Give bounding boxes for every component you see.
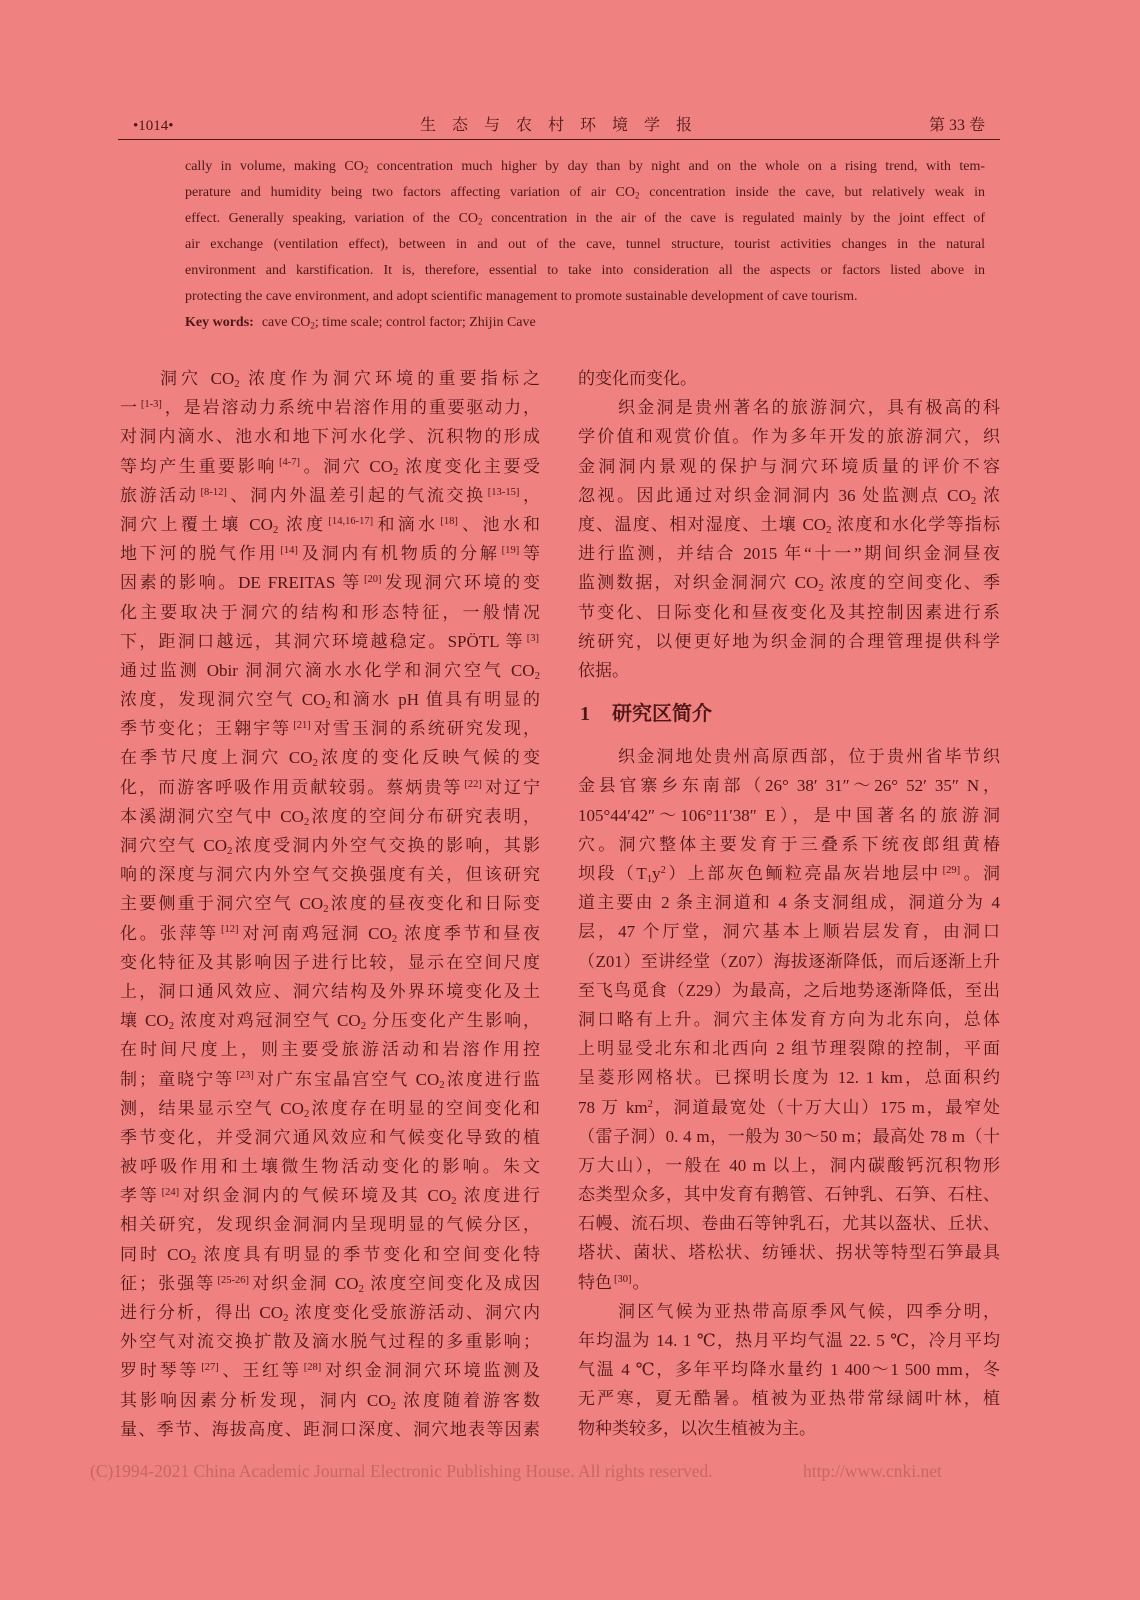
running-header [118,114,1000,138]
text-line [578,568,1000,597]
text-run: protecting the cave environment, and adopt scientific management to promote sustainable development of cave tourism. [185,289,858,304]
text-run: 特色 [578,1272,612,1292]
text-line [578,742,1000,771]
text-line [120,598,540,627]
text-run: concentration in the air of the cave is regulated mainly by the joint effect of [482,211,985,226]
section-heading [578,700,1000,729]
page-number: •1014• [133,118,174,134]
text-line [120,422,540,451]
text-run: 洞穴空气 CO [120,836,227,855]
keywords-line [185,310,985,336]
text-run: 等均产生重要影响 [120,456,277,476]
subscript: 2 [226,845,233,858]
text-line [578,510,1000,539]
text-line [120,1269,540,1298]
text-line [185,154,985,180]
text-line [120,1327,540,1356]
text-run: 和滴水 [374,514,439,534]
text-run: 被呼吸作用和土壤微生物活动变化的影响。朱文 [120,1157,540,1177]
text-line [120,1065,540,1094]
text-line [120,1035,540,1064]
text-line [120,1094,540,1123]
subscript: 2 [635,190,640,201]
text-run: 孝等 [120,1186,160,1206]
volume-label: 第 33 卷 [928,117,985,134]
right-column [578,364,1000,1443]
copyright-text: (C)1994-2021 China Academic Journal Electronic Publishing House. All rights reserved. [90,1461,713,1481]
text-line [578,1209,1000,1238]
text-line [120,1006,540,1035]
english-abstract-continuation [185,154,985,336]
subscript: 2 [190,1253,197,1266]
subscript: 1 [646,873,653,886]
text-run: 对辽宁 [482,777,541,797]
text-run: 的变化而变化。 [578,369,697,388]
text-line [120,860,540,889]
text-line [578,1122,1000,1151]
text-run: ）上部灰色鲕粒亮晶灰岩地层中 [665,864,941,883]
citation-ref: [28] [303,1362,322,1374]
text-run: 罗时琴等 [120,1361,200,1381]
text-run: 学价值和观赏价值。作为多年开发的旅游洞穴，织 [578,427,1000,447]
text-run: 化主要取决于洞穴的结构和形态特征，一般情况 [120,602,540,622]
text-run: concentration much higher by day than by night and on the whole on a rising trend, with tem- [368,159,985,174]
text-run: 浓度进行 [456,1186,541,1206]
citation-ref: [21] [293,720,311,732]
text-run: 织金洞是贵州著名的旅游洞穴，具有极高的科 [618,398,1000,418]
text-run: cally in volume, making CO [185,159,364,174]
text-run: （Z01）至讲经堂（Z07）海拔逐渐降低，而后逐渐上升 [578,951,1000,971]
text-line [578,830,1000,859]
text-run: 同时 CO [120,1244,191,1264]
text-run: 对洞内滴水、池水和地下河水化学、沉积物的形成 [120,427,540,447]
citation-ref: [14] [280,545,298,557]
text-line [578,656,1000,685]
text-run: 洞穴 CO [160,369,235,388]
superscript: 2 [647,1098,653,1110]
subscript: 2 [363,164,369,175]
section-number: 1 [580,703,590,726]
text-line [120,364,540,393]
text-run: 态类型众多，其中发育有鹅管、石钟乳、石笋、石柱、 [578,1185,1000,1205]
citation-ref: [14,16-17] [328,515,374,527]
text-run: 对织金洞 CO [250,1273,359,1293]
text-run: 进行监测，并结合 2015 年“十一”期间织金洞昼夜 [578,544,1000,564]
text-run: 、王红等 [219,1361,302,1381]
paragraph-continuation [578,364,1000,393]
text-line [185,258,985,284]
subscript: 2 [392,465,399,478]
citation-ref: [13-15] [487,486,520,498]
subscript: 2 [168,1020,175,1033]
text-line [578,452,1000,481]
text-line [120,539,540,568]
text-run: 浓度存在明显的空间变化和 [309,1098,540,1118]
text-run: 浓度变化受旅游活动、洞穴内 [288,1303,541,1322]
text-run: 本溪湖洞穴空气中 CO [120,806,304,826]
subscript: 2 [360,1020,367,1033]
text-run: 化，而游客呼吸作用贡献较弱。蔡炳贵等 [120,777,463,797]
text-line [120,773,540,802]
citation-ref: [29] [942,864,961,876]
text-run: 对雪玉洞的系统研究发现， [311,719,541,739]
text-line [578,917,1000,946]
text-run: 等 [520,544,541,564]
text-run: air exchange (ventilation effect), between in and out of the cave, tunnel structure, tourist activities changes in the natural [185,237,985,252]
citation-ref: [20] [363,574,382,586]
text-run: （雷子洞）0. 4 m，一般为 30～50 m；最高处 78 m（十 [578,1126,1000,1146]
text-run: 塔状、菌状、塔松状、纺锤状、拐状等特型石笋最具 [578,1243,1000,1263]
text-run: 节变化、日际变化和昼夜变化及其控制因素进行系 [578,602,1000,622]
text-line [578,1093,1000,1122]
text-run: 对广东宝晶宫空气 CO [254,1069,440,1089]
text-line [120,1181,540,1210]
text-run: 浓度随着游客数 [395,1390,540,1410]
text-line [578,627,1000,656]
text-run: 通过监测 Obir 洞洞穴滴水水化学和洞穴空气 CO [120,660,535,680]
text-run: ，洞道最宽处（十万大山）175 m，最窄处 [652,1097,1000,1117]
text-line [120,1123,540,1152]
text-line [120,656,540,685]
subscript: 2 [283,1312,289,1325]
text-run: 浓度对鸡冠洞空气 CO [174,1011,361,1031]
citation-ref: [8-12] [200,486,227,498]
text-run: 浓度，发现洞穴空气 CO [120,690,326,710]
text-line [578,1005,1000,1034]
text-line [578,1297,1000,1326]
text-line [120,1240,540,1269]
text-line [120,481,540,510]
text-run: 105°44′42″～106°11′38″ E），是中国著名的旅游洞 [578,805,1000,825]
text-run: 在季节尺度上洞穴 CO [120,748,313,768]
text-run: 外空气对流交换扩散及滴水脱气过程的多重影响； [120,1332,540,1352]
text-run: 金洞洞内景观的保护与洞穴环境质量的评价不容 [578,456,1000,476]
text-line [578,481,1000,510]
subscript: 2 [478,216,483,227]
text-line [120,510,540,539]
citation-ref: [3] [526,632,539,644]
citation-ref: [25-26] [217,1274,250,1286]
text-run: 因素的影响。DE FREITAS 等 [120,573,362,593]
text-line [120,743,540,772]
text-run: 依据。 [578,660,629,680]
text-run: 浓度作为洞穴环境的重要指标之 [239,369,540,388]
text-run: ，是岩溶动力系统中岩溶作用的重要驱动力， [162,398,541,418]
text-line [578,801,1000,830]
text-run: 浓度进行监 [444,1069,541,1089]
text-line [120,889,540,918]
text-run: 相关研究，发现织金洞洞内呈现明显的气候分区， [120,1215,540,1235]
copyright-watermark [90,1458,970,1484]
text-run: 浓度的变化反映气候的变 [317,748,540,768]
text-line [120,831,540,860]
text-line [578,598,1000,627]
text-line [120,948,540,977]
text-line [120,802,540,831]
text-run: 季节变化；王翱宇等 [120,719,292,739]
text-line [120,1298,540,1327]
text-run: 分压变化产生影响， [366,1011,541,1031]
keywords-label: Key words: [185,315,254,330]
paragraph [578,742,1000,1297]
text-line [185,206,985,232]
paragraph [578,1297,1000,1443]
text-run: 监测数据，对织金洞洞穴 CO [578,573,819,593]
text-run: 织金洞地处贵州高原西部，位于贵州省毕节织 [618,747,1000,767]
text-run: 万大山），一般在 40 m 以上，洞内碳酸钙沉积物形 [578,1155,1000,1175]
text-line [578,1063,1000,1092]
text-line [578,976,1000,1005]
text-run: 浓度的空间变化、季 [823,573,1000,593]
text-run: 。洞 [961,864,1001,883]
text-run: 制；童晓宁等 [120,1069,235,1089]
text-run: 浓度和水化学等指标 [831,514,1000,534]
subscript: 2 [826,523,832,536]
text-line [578,771,1000,800]
text-run: 无严寒，夏无酷暑。植被为亚热带常绿阔叶林，植 [578,1389,1000,1409]
keywords [262,315,536,330]
text-line [120,977,540,1006]
text-run: 穴。洞穴整体主要发育于三叠系下统夜郎组黄椿 [578,834,1000,854]
text-line [578,1384,1000,1413]
text-line [120,452,540,481]
text-run: 层，47 个厅堂，洞穴基本上顺岩层发育，由洞口 [578,922,1000,942]
text-run: 主要侧重于洞穴空气 CO [120,894,324,914]
text-line [185,232,985,258]
text-run: 季节变化，并受洞穴通风效应和气候变化导致的植 [120,1127,540,1147]
text-run: 浓度的昼夜变化和日际变 [328,894,541,914]
text-run: 壤 CO [120,1011,169,1031]
text-run: 。 [632,1272,650,1292]
text-line [578,1180,1000,1209]
text-line [578,1268,1000,1297]
text-run: 征；张强等 [120,1273,216,1293]
text-run: 响的深度与洞穴内外空气交换强度有关，但该研究 [120,865,540,885]
text-line [120,1152,540,1181]
text-run: 年均温为 14. 1 ℃，热月平均气温 22. 5 ℃，冷月平均 [578,1331,1000,1350]
text-line [120,1210,540,1239]
text-run: 化。张萍等 [120,923,219,943]
publisher-url: http://www.cnki.net [803,1461,942,1481]
subscript: 2 [325,699,331,712]
citation-ref: [4-7] [278,457,301,469]
text-run: 浓度具有明显的季节变化和空间变化特 [196,1244,540,1264]
subscript: 2 [970,494,977,507]
text-run: 下，距洞口越远，其洞穴环境越稳定。SPÖTL 等 [120,631,525,651]
text-run: 浓度受洞内外空气交换的影响，其影 [232,836,540,855]
text-line [578,859,1000,888]
text-line [120,1415,540,1444]
subscript: 2 [303,1107,310,1120]
text-run: 。洞穴 CO [301,456,393,476]
text-run: 浓度的空间分布研究表明， [309,806,540,826]
text-run: 一 [120,398,139,418]
subscript: 2 [534,669,540,682]
paragraph [120,364,540,1444]
text-run: 在时间尺度上，则主要受旅游活动和岩溶作用控 [120,1040,540,1060]
citation-ref: [18] [440,515,458,527]
text-run: 上，洞口通风效应、洞穴结构及外界环境变化及土 [120,981,540,1001]
text-line [120,919,540,948]
text-run: y [652,864,661,883]
text-run: 浓度变化主要受 [398,456,541,476]
citation-ref: [19] [501,545,520,557]
text-run: perature and humidity being two factors affecting variation of air CO [185,185,636,200]
text-line [578,1151,1000,1180]
text-run: 忽视。因此通过对织金洞洞内 36 处监测点 CO [578,485,971,505]
subscript: 2 [390,1399,396,1412]
subscript: 2 [358,1282,364,1295]
text-line [185,180,985,206]
text-run: 度、温度、相对湿度、土壤 CO [578,514,827,534]
text-run: 对织金洞内的气候环境及其 CO [180,1186,452,1206]
text-run: 对织金洞洞穴环境监测及 [322,1361,541,1381]
text-run: 气温 4 ℃，多年平均降水量约 1 400～1 500 mm，冬 [578,1360,1000,1380]
text-line [578,1034,1000,1063]
text-line [120,568,540,597]
text-line [120,1386,540,1415]
text-run: 浓度季节和昼夜 [397,923,541,943]
text-line [120,685,540,714]
section-title: 研究区简介 [612,703,712,726]
text-run: 呈菱形网格状。已探明长度为 12. 1 km，总面积约 [578,1068,1000,1088]
superscript: 2 [660,864,666,876]
text-line [185,284,985,310]
text-run: 进行分析，得出 CO [120,1303,284,1322]
text-run: 上明显受北东和北西向 2 组节理裂隙的控制，平面 [578,1039,1000,1059]
text-line [578,947,1000,976]
subscript: 2 [312,757,318,770]
text-run: 对河南鸡冠洞 CO [239,923,392,943]
text-line [578,422,1000,451]
text-run: 洞穴上覆土壤 CO [120,514,273,534]
subscript: 2 [451,1195,457,1208]
text-run: 浓度 [278,514,327,534]
text-line [578,393,1000,422]
subscript: 2 [303,815,310,828]
text-line [578,888,1000,917]
text-run: 浓度空间变化及成因 [363,1273,541,1293]
text-run: environment and karstification. It is, therefore, essential to take into consideration all the aspects or factors listed above in [185,263,985,278]
text-line [578,364,1000,393]
text-line [120,627,540,656]
citation-ref: [12] [220,924,239,936]
text-line [578,539,1000,568]
text-run: 旅游活动 [120,485,199,505]
text-run: effect. Generally speaking, variation of the CO [185,211,479,226]
text-run: 发现洞穴环境的变 [382,573,540,593]
text-run: concentration inside the cave, but relatively weak in [639,185,985,200]
text-run: 浓 [976,485,1001,505]
subscript: 2 [391,932,398,945]
subscript: 2 [439,1078,445,1091]
abstract-paragraph [185,154,985,310]
text-run: 地下河的脱气作用 [120,544,279,564]
text-run: 测，结果显示空气 CO [120,1098,304,1118]
text-run: 洞区气候为亚热带高原季风气候，四季分明， [618,1301,1000,1321]
text-run: 量、季节、海拔高度、距洞口深度、洞穴地表等因素 [120,1419,540,1439]
citation-ref: [23] [236,1070,254,1082]
journal-title: 生 态 与 农 村 环 境 学 报 [419,117,698,134]
text-run: 变化特征及其影响因子进行比较，显示在空间尺度 [120,952,540,972]
text-line [578,1414,1000,1443]
text-run: ， [520,485,541,505]
subscript: 2 [323,903,329,916]
text-run: 及洞内有机物质的分解 [298,544,500,564]
subscript: 2 [818,582,824,595]
subscript: 2 [272,523,279,536]
left-column [120,364,540,1444]
text-run: 其影响因素分析发现，洞内 CO [120,1390,391,1410]
text-run: 石幔、流石坝、卷曲石等钟乳石，尤其以盔状、丘状、 [578,1214,1000,1234]
header-rule [118,139,1000,140]
citation-ref: [1-3] [140,399,162,411]
text-line [120,393,540,422]
text-run: cave CO [261,315,311,330]
text-run: ; time scale; control factor; Zhijin Cave [314,315,536,330]
text-run: 和滴水 pH 值具有明显的 [330,690,541,710]
text-line [578,1238,1000,1267]
text-line [578,1326,1000,1355]
subscript: 2 [310,320,315,331]
text-line [578,1355,1000,1384]
text-run: 、洞内外温差引起的气流交换 [227,485,486,505]
text-run: 、池水和 [458,514,541,534]
text-run: 道主要由 2 条主洞道和 4 条支洞组成，洞道分为 4 [578,893,1000,913]
subscript: 2 [234,378,240,391]
text-run: 物种类较多，以次生植被为主。 [578,1418,816,1438]
text-run: 统研究，以便更好地为织金洞的合理管理提供科学 [578,631,1000,651]
text-line [120,1356,540,1385]
citation-ref: [27] [201,1362,219,1374]
citation-ref: [30] [614,1273,632,1285]
text-line [120,714,540,743]
citation-ref: [22] [464,778,482,790]
text-run: 洞口略有上升。洞穴主体发育方向为北东向，总体 [578,1009,1000,1029]
text-run: 坝段（T [578,864,647,883]
text-run: 至飞鸟觅食（Z29）为最高，之后地势逐渐降低，至出 [578,980,1000,1000]
text-run: 金县官寨乡东南部（26° 38′ 31″～26° 52′ 35″ N， [578,776,1000,796]
text-run: 78 万 km [578,1097,648,1117]
paragraph [578,393,1000,685]
citation-ref: [24] [161,1187,180,1199]
